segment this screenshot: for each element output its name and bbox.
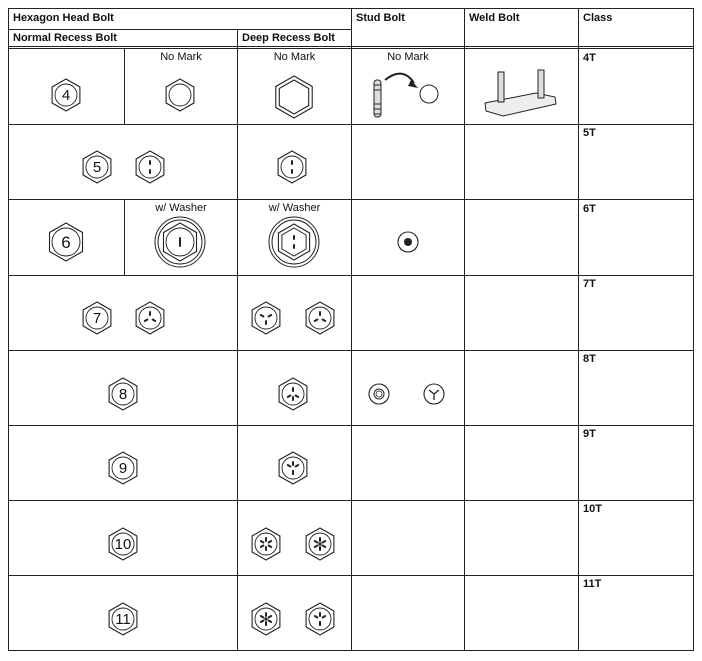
label-with-washer-deep: w/ Washer	[268, 202, 321, 214]
bolt-number: 10	[114, 536, 132, 553]
hex-bolt-with-washer	[155, 217, 205, 267]
deep-recess-six-lines	[306, 528, 334, 560]
header-class: Class	[583, 12, 613, 24]
class-label: 7T	[583, 278, 596, 290]
label-no-mark-stud: No Mark	[387, 51, 429, 63]
header-weld-bolt: Weld Bolt	[469, 12, 520, 24]
bolt-number: 7	[92, 310, 102, 327]
class-label: 6T	[583, 203, 596, 215]
deep-recess-two-lines	[278, 151, 306, 183]
deep-recess-three-lines	[306, 302, 334, 334]
header-deep-recess-bolt: Deep Recess Bolt	[242, 32, 335, 44]
class-label: 4T	[583, 52, 596, 64]
class-label: 9T	[583, 428, 596, 440]
bolt-number: 4	[61, 87, 71, 104]
stud-bolt-no-mark	[374, 74, 438, 117]
deep-recess-four-lines	[279, 378, 307, 410]
bolt-number: 5	[92, 159, 102, 176]
bolt-number: 8	[118, 386, 128, 403]
label-no-mark-normal: No Mark	[160, 51, 202, 63]
label-with-washer-normal: w/ Washer	[155, 202, 207, 214]
stud-bolt-ring	[369, 384, 389, 404]
label-no-mark-deep: No Mark	[273, 51, 316, 63]
bolt-number: 6	[61, 233, 71, 252]
class-label: 8T	[583, 353, 596, 365]
deep-recess-six-lines-dot	[252, 603, 280, 635]
deep-recess-hex-no-mark	[276, 76, 312, 118]
bolt-number: 9	[118, 460, 128, 477]
bolt-number: 11	[115, 611, 131, 628]
weld-bolt-drawing	[485, 70, 556, 116]
stud-bolt-y-mark	[424, 384, 444, 404]
class-label: 5T	[583, 127, 596, 139]
header-hexagon-head-bolt: Hexagon Head Bolt	[13, 12, 114, 24]
stud-bolt-dot	[398, 232, 418, 252]
deep-recess-six-lines	[252, 528, 280, 560]
hex-bolt-two-lines	[136, 151, 164, 183]
header-normal-recess-bolt: Normal Recess Bolt	[13, 32, 117, 44]
class-label: 11T	[583, 578, 602, 590]
deep-recess-three-lines	[252, 302, 280, 334]
header-stud-bolt: Stud Bolt	[356, 12, 405, 24]
deep-recess-five-lines	[279, 452, 307, 484]
hex-bolt-three-lines	[136, 302, 164, 334]
hex-bolt-no-mark	[166, 79, 194, 111]
deep-recess-five-lines	[306, 603, 334, 635]
class-label: 10T	[583, 503, 602, 515]
deep-recess-with-washer	[269, 217, 319, 267]
